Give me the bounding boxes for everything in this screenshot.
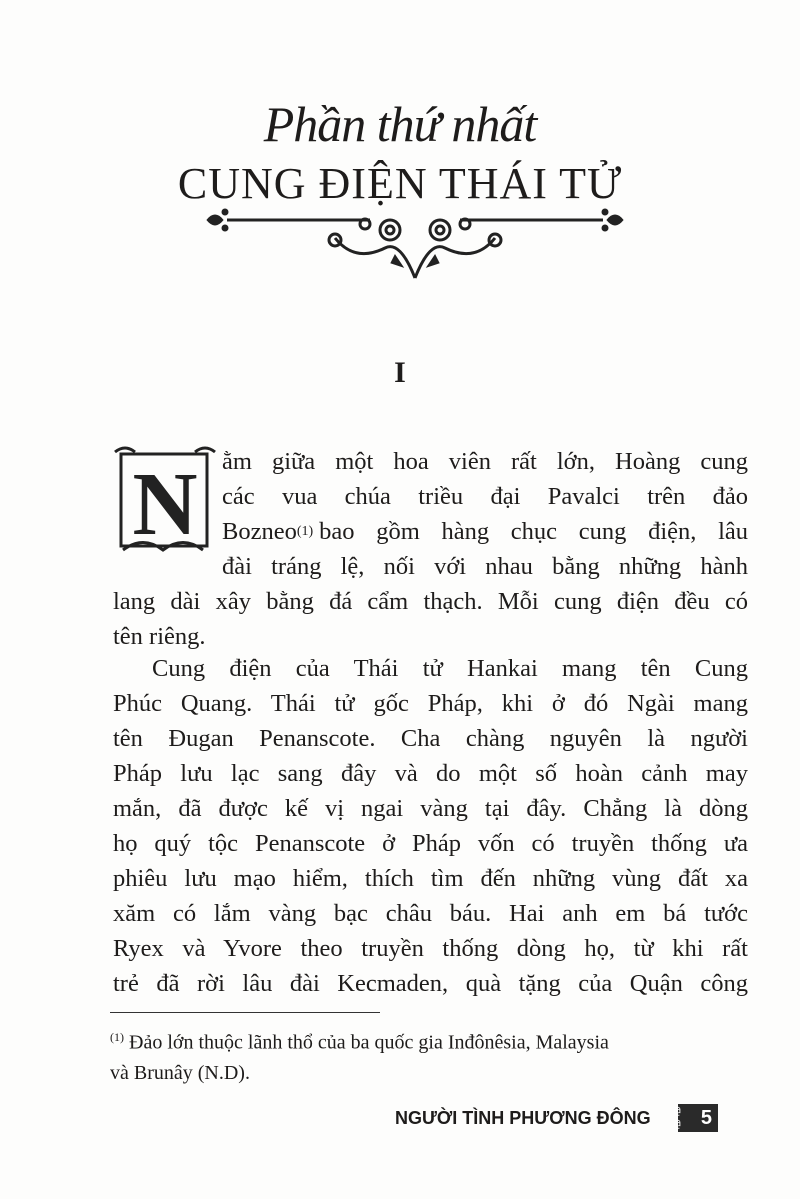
text-line: tên riêng.: [113, 623, 206, 650]
text-line: Pháp lưu lạc sang đây và do một số hoàn cảnh may: [113, 760, 748, 787]
part-label: Phần thứ nhất: [263, 96, 537, 152]
text-line: lang dài xây bằng đá cẩm thạch. Mỗi cung điện đều có: [113, 588, 748, 615]
decorative-dropcap-icon: [113, 442, 218, 562]
text-line: xăm có lắm vàng bạc châu báu. Hai anh em bá tước: [113, 900, 748, 927]
svg-text:N: N: [132, 455, 198, 554]
greek-key-icon: @ @: [674, 1104, 681, 1130]
text-line: tên Đugan Penanscote. Cha chàng nguyên là người: [113, 725, 748, 752]
chapter-number: I: [394, 356, 406, 389]
footnote-divider: [110, 1012, 380, 1013]
footnote-marker: (1): [110, 1030, 124, 1044]
text-line: các vua chúa triều đại Pavalci trên đảo: [222, 483, 748, 510]
text-fragment: bao gồm hàng chục cung điện, lâu: [319, 518, 748, 545]
section-title: CUNG ĐIỆN THÁI TỬ: [177, 159, 623, 208]
text-line: ằm giữa một hoa viên rất lớn, Hoàng cung: [222, 448, 748, 475]
ornament-divider-icon: [195, 200, 635, 280]
running-footer-title: NGƯỜI TÌNH PHƯƠNG ĐÔNG: [395, 1108, 651, 1128]
text-line: trẻ đã rời lâu đài Kecmaden, quà tặng của Quận công: [113, 970, 748, 997]
text-line: [222, 516, 748, 548]
text-fragment: Bozneo: [222, 518, 297, 545]
text-line: Phúc Quang. Thái tử gốc Pháp, khi ở đó Ngài mang: [113, 690, 748, 717]
text-line: phiêu lưu mạo hiểm, thích tìm đến những vùng đất xa: [113, 865, 748, 892]
text-line: Cung điện của Thái tử Hankai mang tên Cung: [152, 655, 748, 682]
text-line: Ryex và Yvore theo truyền thống dòng họ, từ khi rất: [113, 935, 748, 962]
text-line: họ quý tộc Penanscote ở Pháp vốn có truyền thống ưa: [113, 830, 748, 857]
footnote-line: [110, 1030, 609, 1055]
page-number: 5: [678, 1104, 718, 1132]
footnote-ref: (1): [296, 524, 314, 539]
text-line: mắn, đã được kế vị ngai vàng tại đây. Chẳng là dòng: [113, 795, 748, 822]
footnote-text: Đảo lớn thuộc lãnh thổ của ba quốc gia Inđônêsia, Malaysia: [129, 1031, 609, 1054]
text-line: đài tráng lệ, nối với nhau bằng những hành: [222, 553, 748, 580]
footnote-line: và Brunây (N.D).: [110, 1062, 250, 1084]
